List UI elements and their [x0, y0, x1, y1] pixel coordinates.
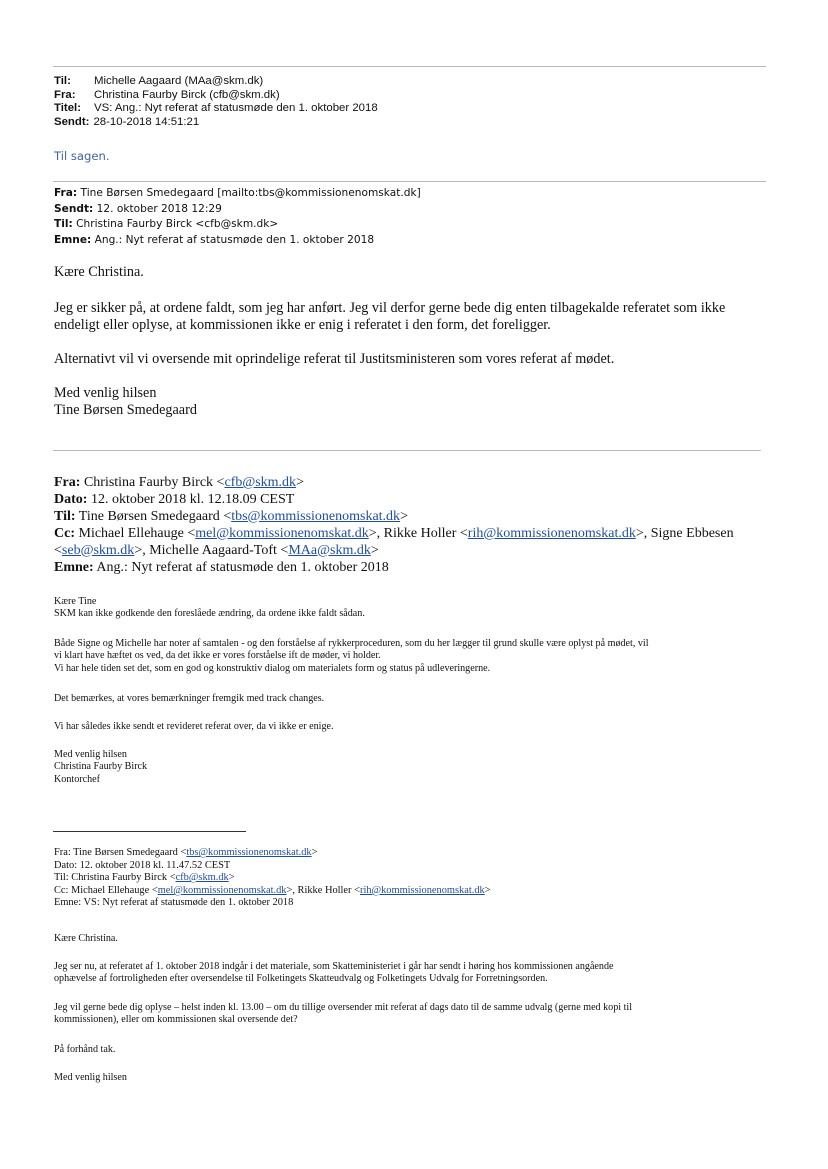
- email3-fra: Fra: Christina Faurby Birck <cfb@skm.dk>: [54, 475, 304, 490]
- email2-greeting: Kære Christina.: [54, 264, 144, 280]
- email3-fra-link[interactable]: cfb@skm.dk: [224, 475, 297, 490]
- email4-fra: Fra: Tine Børsen Smedegaard <tbs@kommissionenomskat.dk>: [54, 847, 318, 858]
- email3-cc1-link[interactable]: mel@kommissionenomskat.dk: [195, 525, 369, 541]
- email1-sendt: Sendt: 28-10-2018 14:51:21: [54, 115, 200, 128]
- email1-fra: Fra: Christina Faurby Birck (cfb@skm.dk): [54, 88, 280, 101]
- email3-header: [54, 475, 734, 576]
- email3-cc3-link[interactable]: seb@skm.dk: [61, 542, 135, 558]
- email3-cc2-link[interactable]: rih@kommissionenomskat.dk: [467, 525, 636, 541]
- email4-cc: Cc: Michael Ellehauge <mel@kommissionenomskat.dk>, Rikke Holler <rih@kommissionenomskat.dk>: [54, 884, 491, 896]
- email1-titel: Titel: VS: Ang.: Nyt referat af statusmøde den 1. oktober 2018: [54, 102, 378, 115]
- email4-paragraph-3: På forhånd tak.: [54, 1044, 116, 1055]
- email3-cc-cont: <seb@skm.dk>, Michelle Aagaard-Toft <MAa@skm.dk>: [54, 542, 379, 558]
- email4-cc2-link[interactable]: rih@kommissionenomskat.dk: [359, 884, 485, 896]
- email2-paragraph-1: Jeg er sikker på, at ordene faldt, som jeg har anført. Jeg vil derfor gerne bede dig enten tilbagekalde referatet som ikke endeligt eller oplyse, at kommissionen ikke er enig i referatet i den form, det foreligger.: [54, 300, 726, 334]
- email3-paragraph-1: Både Signe og Michelle har noter af samtalen - og den forståelse af rykkerproceduren, som du her lægger til grund skulle være oplyst på mødet, vil vi klart have hæftet os ved, da det ikke er vores forståelse ift de møder, vi holder. Vi har hele tiden set det, som en god og konstruktiv dialog om materialets form og status på udleveringerne.: [54, 638, 649, 674]
- email2-emne: Emne: Ang.: Nyt referat af statusmøde den 1. oktober 2018: [54, 233, 375, 246]
- email1-header: [54, 75, 378, 129]
- email3-signature: Med venlig hilsen Christina Faurby Birck Kontorchef: [54, 749, 148, 785]
- email2-header: [54, 186, 421, 248]
- email4-fra-link[interactable]: tbs@kommissionenomskat.dk: [186, 847, 312, 858]
- email4-closing: Med venlig hilsen: [54, 1072, 127, 1083]
- email4-cc1-link[interactable]: mel@kommissionenomskat.dk: [157, 884, 287, 896]
- email3-dato: Dato: 12. oktober 2018 kl. 12.18.09 CEST: [54, 491, 295, 507]
- email3-paragraph-2: Det bemærkes, at vores bemærkninger fremgik med track changes.: [54, 693, 325, 704]
- email3-emne: Emne: Ang.: Nyt referat af statusmøde den 1. oktober 2018: [54, 559, 389, 575]
- email3-cc4-link[interactable]: MAa@skm.dk: [288, 542, 371, 558]
- email2-signature: Med venlig hilsen Tine Børsen Smedegaard: [54, 385, 197, 419]
- email4-greeting: Kære Christina.: [54, 933, 118, 944]
- email2-sendt: Sendt: 12. oktober 2018 12:29: [54, 202, 222, 215]
- quote-separator: [53, 831, 246, 832]
- email4-paragraph-1: Jeg ser nu, at referatet af 1. oktober 2018 indgår i det materiale, som Skatteministeriet i går har sendt i høring hos kommissionen angående ophævelse af fortroligheden efter oversendelse til Folketingets Skatteudvalg og Folketingets Udvalg for Forretningsorden.: [54, 961, 614, 985]
- email3-til: Til: Tine Børsen Smedegaard <tbs@kommissionenomskat.dk>: [54, 508, 408, 524]
- email4-til: Til: Christina Faurby Birck <cfb@skm.dk>: [54, 872, 235, 884]
- email4-header: [54, 847, 491, 910]
- email4-emne: Emne: VS: Nyt referat af statusmøde den 1. oktober 2018: [54, 897, 294, 909]
- email1-body: Til sagen.: [54, 149, 110, 163]
- email4-til-link[interactable]: cfb@skm.dk: [175, 872, 229, 884]
- email3-paragraph-3: Vi har således ikke sendt et revideret referat over, da vi ikke er enige.: [54, 721, 334, 732]
- divider-2: [53, 450, 761, 451]
- email3-cc: Cc: Michael Ellehauge <mel@kommissionenomskat.dk>, Rikke Holler <rih@kommissionenomskat.dk>, Signe Ebbesen: [54, 525, 734, 541]
- divider-1: [53, 181, 766, 182]
- email2-fra: Fra: Tine Børsen Smedegaard [mailto:tbs@kommissionenomskat.dk]: [54, 187, 421, 199]
- email4-paragraph-2: Jeg vil gerne bede dig oplyse – helst inden kl. 13.00 – om du tillige oversender mit referat af dags dato til de samme udvalg (gerne med kopi til kommissionen), eller om kommissionen skal oversende det?: [54, 1002, 633, 1026]
- email2-til: Til: Christina Faurby Birck <cfb@skm.dk>: [54, 218, 279, 231]
- email2-paragraph-2: Alternativt vil vi oversende mit oprindelige referat til Justitsministeren som vores referat af mødet.: [54, 351, 615, 367]
- email1-til: Til: Michelle Aagaard (MAa@skm.dk): [54, 75, 264, 87]
- email4-dato: Dato: 12. oktober 2018 kl. 11.47.52 CEST: [54, 859, 231, 871]
- email3-til-link[interactable]: tbs@kommissionenomskat.dk: [231, 508, 401, 524]
- email3-greeting-block: Kære Tine SKM kan ikke godkende den foreslåede ændring, da ordene ikke faldt sådan.: [54, 596, 365, 620]
- top-divider: [53, 66, 766, 67]
